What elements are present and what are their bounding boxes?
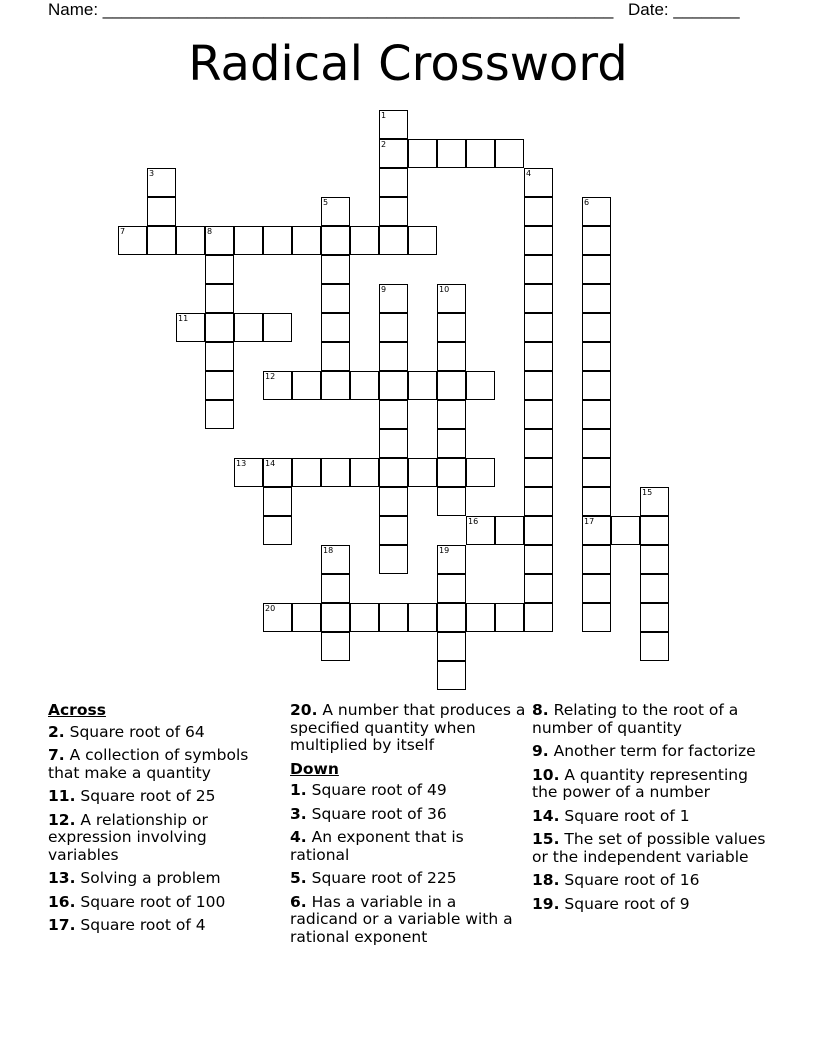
clue-number: 19 bbox=[439, 546, 450, 555]
clue-number: 4 bbox=[526, 169, 532, 178]
grid-cell[interactable] bbox=[437, 400, 466, 429]
grid-cell[interactable] bbox=[582, 342, 611, 371]
grid-cell[interactable] bbox=[379, 516, 408, 545]
grid-cell[interactable] bbox=[176, 226, 205, 255]
grid-cell[interactable] bbox=[582, 545, 611, 574]
grid-cell[interactable] bbox=[437, 603, 466, 632]
grid-cell[interactable] bbox=[321, 371, 350, 400]
grid-cell[interactable] bbox=[524, 284, 553, 313]
across-heading: Across bbox=[48, 701, 106, 719]
grid-cell[interactable] bbox=[205, 371, 234, 400]
grid-cell[interactable] bbox=[437, 371, 466, 400]
grid-cell[interactable] bbox=[379, 371, 408, 400]
grid-cell[interactable] bbox=[321, 342, 350, 371]
clue-number: 17 bbox=[584, 517, 595, 526]
grid-cell[interactable] bbox=[495, 603, 524, 632]
grid-cell[interactable] bbox=[350, 603, 379, 632]
grid-cell[interactable] bbox=[147, 226, 176, 255]
clue-down-18: 18. Square root of 16 bbox=[532, 871, 700, 889]
grid-cell[interactable] bbox=[379, 284, 408, 313]
grid-cell[interactable] bbox=[466, 603, 495, 632]
grid-cell[interactable] bbox=[263, 313, 292, 342]
clue-across-2: 2. Square root of 64 bbox=[48, 722, 205, 741]
grid-cell[interactable] bbox=[321, 226, 350, 255]
clue-number: 6 bbox=[584, 198, 590, 207]
grid-cell[interactable] bbox=[321, 574, 350, 603]
grid-cell[interactable] bbox=[118, 226, 147, 255]
grid-cell[interactable] bbox=[263, 603, 292, 632]
grid-cell[interactable] bbox=[582, 255, 611, 284]
grid-cell[interactable] bbox=[437, 632, 466, 661]
grid-cell[interactable] bbox=[321, 197, 350, 226]
grid-cell[interactable] bbox=[466, 458, 495, 487]
grid-cell[interactable] bbox=[495, 139, 524, 168]
grid-cell[interactable] bbox=[379, 429, 408, 458]
clue-down-15: 15. The set of possible values or the independent variable bbox=[532, 830, 766, 866]
grid-cell[interactable] bbox=[437, 313, 466, 342]
grid-cell[interactable] bbox=[582, 603, 611, 632]
grid-cell[interactable] bbox=[147, 197, 176, 226]
grid-cell[interactable] bbox=[437, 545, 466, 574]
grid-cell[interactable] bbox=[582, 400, 611, 429]
grid-cell[interactable] bbox=[524, 574, 553, 603]
grid-cell[interactable] bbox=[205, 400, 234, 429]
grid-cell[interactable] bbox=[321, 284, 350, 313]
grid-cell[interactable] bbox=[524, 255, 553, 284]
grid-cell[interactable] bbox=[321, 545, 350, 574]
grid-cell[interactable] bbox=[582, 429, 611, 458]
grid-cell[interactable] bbox=[640, 632, 669, 661]
grid-cell[interactable] bbox=[321, 632, 350, 661]
grid-cell[interactable] bbox=[524, 400, 553, 429]
clue-down-4: 4. An exponent that is rational bbox=[290, 828, 464, 864]
grid-cell[interactable] bbox=[321, 603, 350, 632]
grid-cell[interactable] bbox=[524, 371, 553, 400]
grid-cell[interactable] bbox=[350, 458, 379, 487]
grid-cell[interactable] bbox=[379, 139, 408, 168]
grid-cell[interactable] bbox=[234, 313, 263, 342]
grid-cell[interactable] bbox=[292, 226, 321, 255]
grid-cell[interactable] bbox=[582, 516, 611, 545]
grid-cell[interactable] bbox=[263, 226, 292, 255]
grid-cell[interactable] bbox=[379, 168, 408, 197]
clue-number: 20 bbox=[265, 604, 276, 613]
clue-down-9: 9. Another term for factorize bbox=[532, 742, 756, 760]
grid-cell[interactable] bbox=[524, 342, 553, 371]
clues-column-3 bbox=[532, 702, 768, 919]
grid-cell[interactable] bbox=[524, 603, 553, 632]
grid-cell[interactable] bbox=[582, 197, 611, 226]
grid-cell[interactable] bbox=[524, 516, 553, 545]
clue-number: 1 bbox=[381, 111, 387, 120]
grid-cell[interactable] bbox=[321, 255, 350, 284]
grid-cell[interactable] bbox=[582, 487, 611, 516]
clue-down-19: 19. Square root of 9 bbox=[532, 894, 690, 913]
grid-cell[interactable] bbox=[437, 139, 466, 168]
grid-cell[interactable] bbox=[524, 313, 553, 342]
clue-across-16: 16. Square root of 100 bbox=[48, 892, 226, 911]
grid-cell[interactable] bbox=[524, 545, 553, 574]
grid-cell[interactable] bbox=[408, 139, 437, 168]
grid-cell[interactable] bbox=[321, 313, 350, 342]
grid-cell[interactable] bbox=[408, 603, 437, 632]
clue-down-6: 6. Has a variable in a radicand or a variable with a rational exponent bbox=[290, 892, 513, 946]
clue-across-12: 12. A relationship or expression involving variables bbox=[48, 810, 208, 864]
grid-cell[interactable] bbox=[205, 226, 234, 255]
grid-cell[interactable] bbox=[321, 458, 350, 487]
grid-cell[interactable] bbox=[582, 574, 611, 603]
clue-number: 10 bbox=[439, 285, 450, 294]
grid-cell[interactable] bbox=[495, 516, 524, 545]
clue-number: 15 bbox=[642, 488, 653, 497]
grid-cell[interactable] bbox=[379, 400, 408, 429]
grid-cell[interactable] bbox=[350, 226, 379, 255]
grid-cell[interactable] bbox=[582, 226, 611, 255]
grid-cell[interactable] bbox=[379, 545, 408, 574]
clue-number: 12 bbox=[265, 372, 276, 381]
grid-cell[interactable] bbox=[379, 487, 408, 516]
grid-cell[interactable] bbox=[234, 226, 263, 255]
grid-cell[interactable] bbox=[437, 574, 466, 603]
grid-cell[interactable] bbox=[263, 516, 292, 545]
grid-cell[interactable] bbox=[611, 516, 640, 545]
clue-number: 18 bbox=[323, 546, 334, 555]
down-heading: Down bbox=[290, 759, 339, 778]
grid-cell[interactable] bbox=[524, 429, 553, 458]
clue-across-7: 7. A collection of symbols that make a quantity bbox=[48, 746, 249, 782]
grid-cell[interactable] bbox=[379, 342, 408, 371]
grid-cell[interactable] bbox=[408, 371, 437, 400]
clue-number: 9 bbox=[381, 285, 387, 294]
grid-cell[interactable] bbox=[147, 168, 176, 197]
grid-cell[interactable] bbox=[263, 487, 292, 516]
grid-cell[interactable] bbox=[524, 458, 553, 487]
grid-cell[interactable] bbox=[176, 313, 205, 342]
clues-column-2 bbox=[290, 702, 526, 952]
grid-cell[interactable] bbox=[437, 661, 466, 690]
grid-cell[interactable] bbox=[437, 458, 466, 487]
grid-cell[interactable] bbox=[408, 226, 437, 255]
clue-number: 5 bbox=[323, 198, 329, 207]
grid-cell[interactable] bbox=[466, 371, 495, 400]
clue-down-3: 3. Square root of 36 bbox=[290, 804, 447, 823]
grid-cell[interactable] bbox=[582, 284, 611, 313]
clues-column-1 bbox=[48, 702, 273, 941]
grid-cell[interactable] bbox=[524, 487, 553, 516]
grid-cell[interactable] bbox=[350, 371, 379, 400]
clue-down-8: 8. Relating to the root of a number of quantity bbox=[532, 701, 739, 737]
grid-cell[interactable] bbox=[582, 458, 611, 487]
clue-down-5: 5. Square root of 225 bbox=[290, 869, 457, 887]
grid-cell[interactable] bbox=[437, 342, 466, 371]
grid-cell[interactable] bbox=[466, 139, 495, 168]
grid-cell[interactable] bbox=[640, 574, 669, 603]
grid-cell[interactable] bbox=[640, 516, 669, 545]
grid-cell[interactable] bbox=[379, 197, 408, 226]
grid-cell[interactable] bbox=[379, 110, 408, 139]
date-label: Date: _______ bbox=[628, 0, 740, 19]
grid-cell[interactable] bbox=[524, 197, 553, 226]
clue-number: 13 bbox=[236, 459, 247, 468]
name-label: Name: ______________________________________________________ bbox=[48, 0, 614, 19]
clue-number: 14 bbox=[265, 459, 276, 468]
grid-cell[interactable] bbox=[292, 371, 321, 400]
clue-number: 11 bbox=[178, 314, 189, 323]
date-line[interactable]: _______ bbox=[673, 0, 740, 19]
clue-across-13: 13. Solving a problem bbox=[48, 869, 221, 887]
clue-across-17: 17. Square root of 4 bbox=[48, 916, 206, 934]
grid-cell[interactable] bbox=[524, 226, 553, 255]
grid-cell[interactable] bbox=[466, 516, 495, 545]
grid-cell[interactable] bbox=[379, 226, 408, 255]
grid-cell[interactable] bbox=[234, 458, 263, 487]
clue-number: 8 bbox=[207, 227, 213, 236]
grid-cell[interactable] bbox=[205, 342, 234, 371]
grid-cell[interactable] bbox=[582, 313, 611, 342]
grid-cell[interactable] bbox=[437, 284, 466, 313]
grid-cell[interactable] bbox=[379, 313, 408, 342]
page-title: Radical Crossword bbox=[188, 36, 628, 92]
clue-number: 7 bbox=[120, 227, 126, 236]
grid-cell[interactable] bbox=[263, 458, 292, 487]
grid-cell[interactable] bbox=[205, 284, 234, 313]
grid-cell[interactable] bbox=[205, 313, 234, 342]
grid-cell[interactable] bbox=[640, 487, 669, 516]
grid-cell[interactable] bbox=[292, 603, 321, 632]
clue-across-20: 20. A number that produces a specified quantity when multiplied by itself bbox=[290, 701, 526, 754]
clue-down-14: 14. Square root of 1 bbox=[532, 806, 690, 825]
grid-cell[interactable] bbox=[640, 545, 669, 574]
grid-cell[interactable] bbox=[524, 168, 553, 197]
clue-down-1: 1. Square root of 49 bbox=[290, 781, 447, 799]
clue-across-11: 11. Square root of 25 bbox=[48, 787, 216, 805]
grid-cell[interactable] bbox=[408, 458, 437, 487]
grid-cell[interactable] bbox=[263, 371, 292, 400]
clue-down-10: 10. A quantity representing the power of a number bbox=[532, 765, 748, 801]
clue-number: 3 bbox=[149, 169, 155, 178]
clue-number: 2 bbox=[381, 140, 387, 149]
grid-cell[interactable] bbox=[437, 487, 466, 516]
grid-cell[interactable] bbox=[437, 429, 466, 458]
grid-cell[interactable] bbox=[640, 603, 669, 632]
grid-cell[interactable] bbox=[379, 603, 408, 632]
grid-cell[interactable] bbox=[292, 458, 321, 487]
clue-number: 16 bbox=[468, 517, 479, 526]
grid-cell[interactable] bbox=[582, 371, 611, 400]
grid-cell[interactable] bbox=[379, 458, 408, 487]
name-line[interactable]: ______________________________________________________ bbox=[102, 0, 614, 19]
grid-cell[interactable] bbox=[205, 255, 234, 284]
